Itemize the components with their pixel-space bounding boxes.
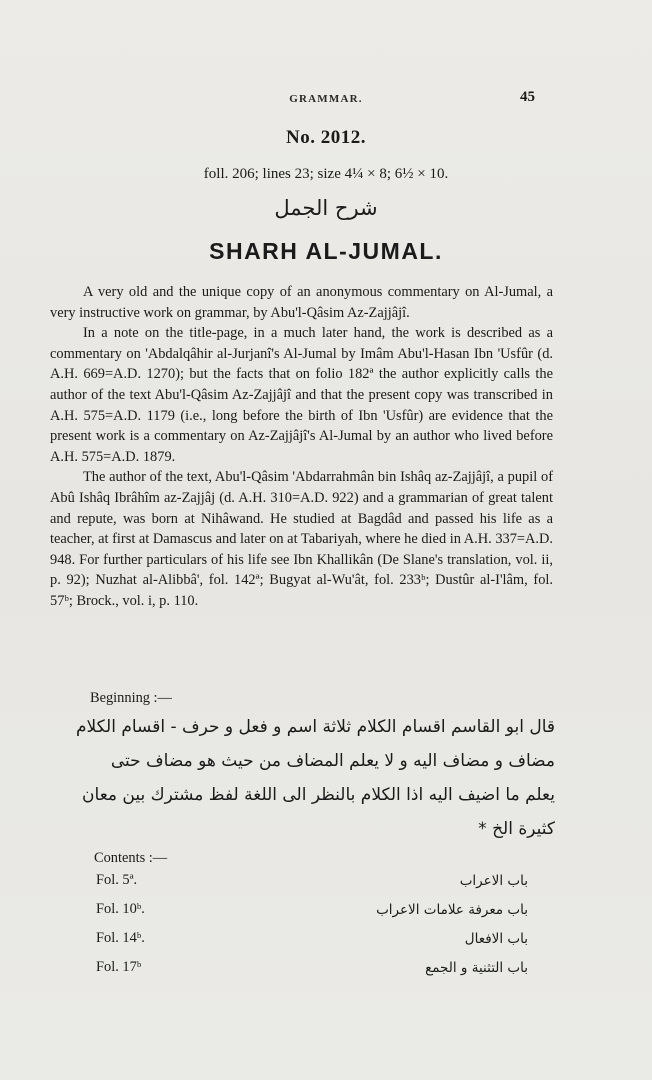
contents-chapter-arabic: باب الاعراب xyxy=(459,872,528,889)
contents-chapter-arabic: باب التثنية و الجمع xyxy=(425,959,528,976)
beginning-label: Beginning :— xyxy=(90,690,172,706)
contents-folio: Fol. 10ᵇ. xyxy=(96,901,145,917)
running-title: GRAMMAR. xyxy=(289,93,363,105)
physical-description: foll. 206; lines 23; size 4¼ × 8; 6½ × 10. xyxy=(203,166,449,182)
paragraph-2: In a note on the title-page, in a much later hand, the work is described as a commentary on 'Abdalqâhir al-Jurjanî's Al-Jumal by Imâm Abu'l-Hasan Ibn 'Usfûr (d. A.H. 669=A.D. 1270); but the facts that on folio 182ª the author explicitly calls the author of the text Abu'l-Qâsim Az-Zajjâjî and that the present copy was transcribed in A.H. 575=A.D. 1179 (i.e., long before the birth of Ibn 'Usfûr) are evidence that the present work is a commentary on Az-Zajjâjî's Al-Jumal by an author who lived before A.H. 575=A.D. 1879. xyxy=(50,325,553,465)
page-number: 45 xyxy=(520,89,535,105)
contents-item xyxy=(96,895,528,924)
contents-label: Contents :— xyxy=(94,850,168,866)
paragraph-1: A very old and the unique copy of an anonymous commentary on Al-Jumal, a very instructive work on grammar, by Abu'l-Qâsim Az-Zajjâjî. xyxy=(50,284,553,321)
contents-folio: Fol. 17ᵇ xyxy=(96,959,142,975)
arabic-line-2: مضاف و مضاف اليه و لا يعلم المضاف من حيث هو مضاف حتى xyxy=(110,751,555,771)
contents-folio: Fol. 14ᵇ. xyxy=(96,930,145,946)
paragraph-3: The author of the text, Abu'l-Qâsim 'Abdarrahmân bin Ishâq az-Zajjâjî, a pupil of Abû Ishâq Ibrâhîm az-Zajjâj (d. A.H. 310=A.D. 922) and a grammarian of great talent and repute, was born at Nihâwand. He studied at Bagdâd and passed his life as a teacher, at first at Damascus and later on at Tabariyah, where he died in A.H. 337=A.D. 948. For further particulars of his life see Ibn Khallikân (De Slane's translation, vol. ii, p. 92); Nuzhat al-Alibbâ', fol. 142ª; Bugyat al-Wu'ât, fol. 233ᵇ; Dustûr al-I'lâm, fol. 57ᵇ; Brock., vol. i, p. 110. xyxy=(50,469,553,609)
arabic-line-3: يعلم ما اضيف اليه اذا الكلام بالنظر الى اللغة لفظ مشترك بين معان xyxy=(82,785,555,805)
contents-chapter-arabic: باب الافعال xyxy=(464,930,528,947)
arabic-title: شرح الجمل xyxy=(274,196,378,220)
contents-folio: Fol. 5ª. xyxy=(96,872,138,888)
beginning-arabic-text xyxy=(50,710,555,846)
manuscript-number: No. 2012. xyxy=(286,127,366,148)
arabic-line-1: قال ابو القاسم اقسام الكلام ثلاثة اسم و فعل و حرف - اقسام الكلام xyxy=(75,717,555,737)
description-text xyxy=(50,282,553,612)
contents-item xyxy=(96,924,528,953)
work-title: SHARH AL-JUMAL. xyxy=(209,238,443,264)
contents-item xyxy=(96,866,528,895)
arabic-line-4: كثيرة الخ * xyxy=(478,819,555,839)
contents-list xyxy=(96,866,528,982)
contents-item xyxy=(96,953,528,982)
contents-chapter-arabic: باب معرفة علامات الاعراب xyxy=(376,901,528,918)
